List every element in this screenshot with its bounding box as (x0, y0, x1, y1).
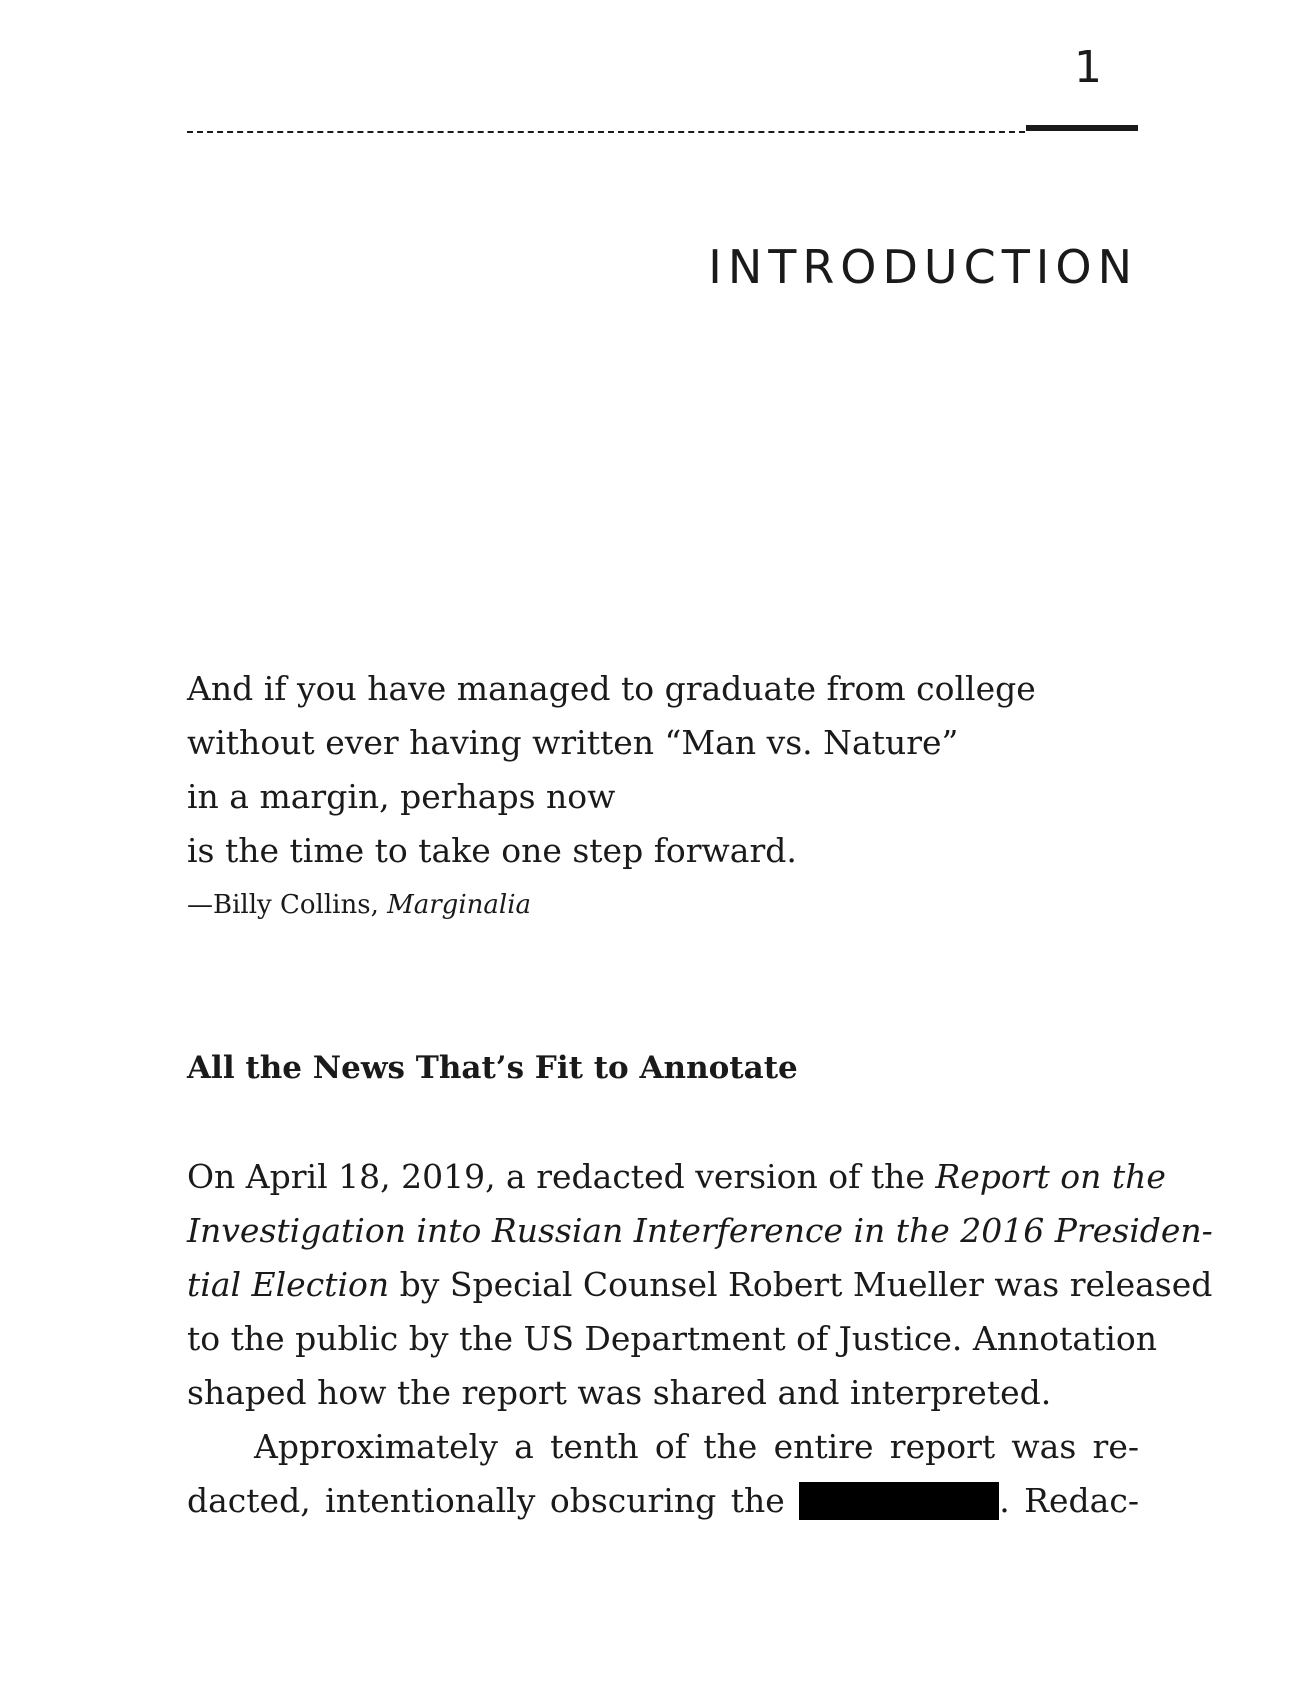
redaction-bar (799, 1482, 999, 1520)
body-line (187, 1204, 1213, 1258)
body-line: shaped how the report was shared and interpreted. (187, 1373, 1052, 1412)
body-text-run: On April 18, 2019, a redacted version of the (187, 1157, 936, 1196)
report-title-italic: tial Election (187, 1265, 390, 1304)
chapter-number-underline (1026, 125, 1138, 131)
body-text-run: dacted, intentionally obscuring the (187, 1481, 800, 1520)
dashed-rule (187, 131, 1025, 133)
epigraph (187, 662, 1087, 878)
section-heading: All the News That’s Fit to Annotate (187, 1050, 798, 1086)
body-line: to the public by the US Department of Justice. Annotation (187, 1319, 1157, 1358)
epigraph-attribution (187, 888, 531, 922)
body-line (187, 1474, 1139, 1528)
report-title-italic: Report on the (935, 1157, 1166, 1196)
epigraph-line: in a margin, perhaps now (187, 777, 616, 816)
epigraph-line: And if you have managed to graduate from college (187, 669, 1036, 708)
report-title-italic: Investigation into Russian Interference in the 2016 Presiden- (187, 1211, 1213, 1250)
body-text (187, 1150, 1213, 1528)
epigraph-line: without ever having written “Man vs. Nature” (187, 723, 959, 762)
body-text-run: . Redac- (999, 1481, 1139, 1520)
epigraph-line: is the time to take one step forward. (187, 831, 797, 870)
chapter-number: 1 (1074, 42, 1102, 93)
attribution-work: Marginalia (387, 890, 532, 920)
body-line (187, 1150, 1166, 1204)
body-text-run: by Special Counsel Robert Mueller was released (389, 1265, 1213, 1304)
attribution-author: —Billy Collins, (187, 890, 388, 920)
body-line (187, 1258, 1213, 1312)
chapter-title: INTRODUCTION (708, 240, 1138, 294)
body-line: Approximately a tenth of the entire report was re- (254, 1427, 1139, 1466)
